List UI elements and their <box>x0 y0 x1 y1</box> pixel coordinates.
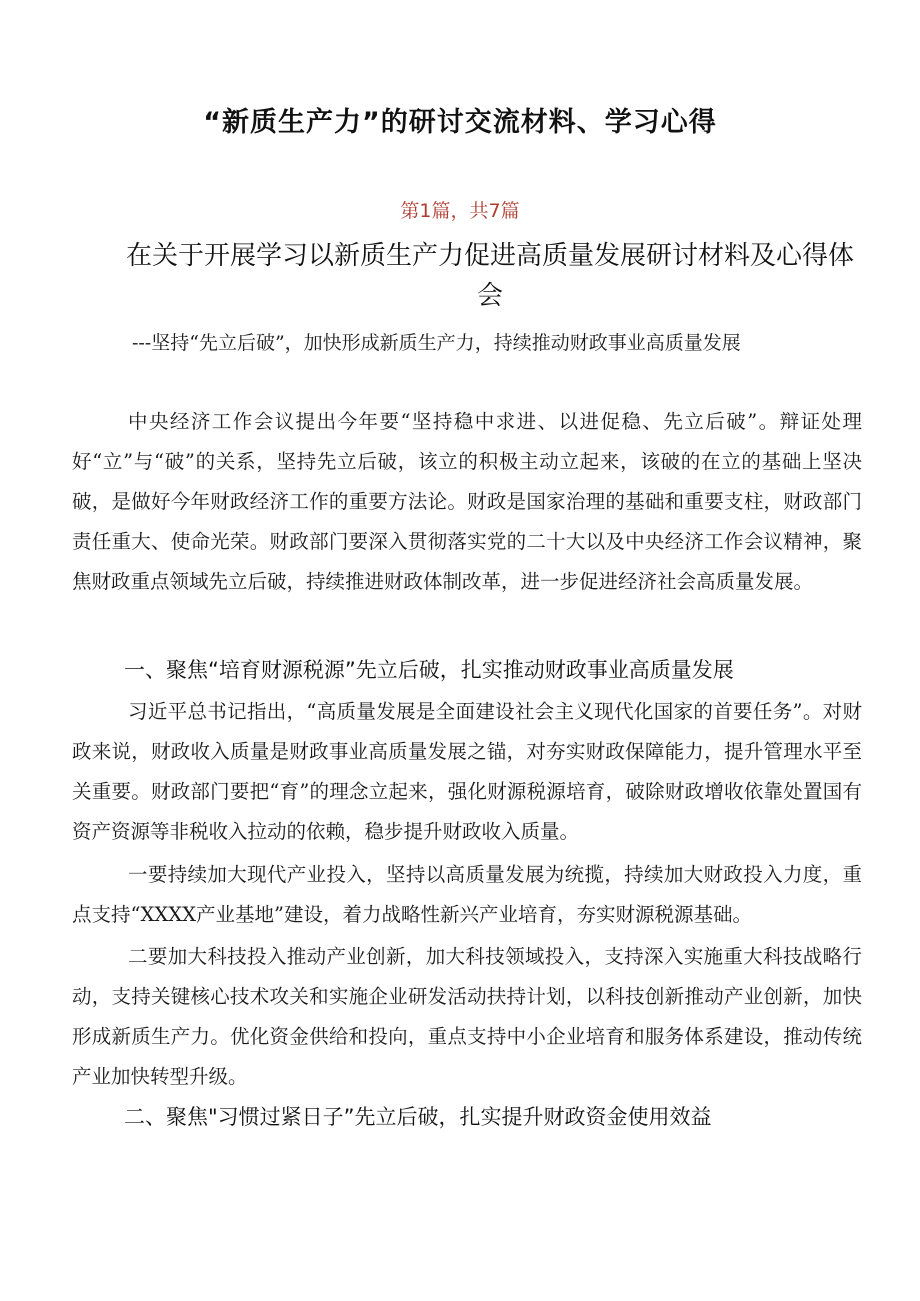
section-heading-1: 一、聚焦“培育财源税源”先立后破，扎实推动财政事业高质量发展 <box>124 658 734 682</box>
article-subtitle: ---坚持“先立后破”，加快形成新质生产力，持续推动财政事业高质量发展 <box>132 332 741 354</box>
paragraph-intro: 中央经济工作会议提出今年要“坚持稳中求进、以进促稳、先立后破”。辩证处理好“立”与“破”的关系，坚持先立后破，该立的积极主动立起来，该破的在立的基础上坚决破，是做好今年财政经济工作的重要方法论。财政是国家治理的基础和重要支柱，财政部门责任重大、使命光荣。财政部门要深入贯彻落实党的二十大以及中央经济工作会议精神，聚焦财政重点领域先立后破，持续推进财政体制改革，进一步促进经济社会高质量发展。 <box>72 410 862 593</box>
part-indicator: 第1篇，共7篇 <box>400 200 520 222</box>
section-heading-2: 二、聚焦"习惯过紧日子”先立后破，扎实提升财政资金使用效益 <box>124 1105 712 1129</box>
document-title: “新质生产力”的研讨交流材料、学习心得 <box>203 107 717 138</box>
article-title: 在关于开展学习以新质生产力促进高质量发展研讨材料及心得体会 <box>125 241 854 311</box>
paragraph-section1-1: 习近平总书记指出，“高质量发展是全面建设社会主义现代化国家的首要任务”。对财政来说，财政收入质量是财政事业高质量发展之锚，对夯实财政保障能力，提升管理水平至关重要。财政部门要把“育”的理念立起来，强化财源税源培育，破除财政增收依靠处置国有资产资源等非税收入拉动的依赖，稳步提升财政收入质量。 <box>72 700 862 843</box>
paragraph-section1-2: 一要持续加大现代产业投入，坚持以高质量发展为统揽，持续加大财政投入力度，重点支持“XXXX产业基地”建设，着力战略性新兴产业培育，夯实财源税源基础。 <box>72 863 862 926</box>
paragraph-section1-3: 二要加大科技投入推动产业创新，加大科技领域投入，支持深入实施重大科技战略行动，支持关键核心技术攻关和实施企业研发活动扶持计划，以科技创新推动产业创新，加快形成新质生产力。优化资金供给和投向，重点支持中小企业培育和服务体系建设，推动传统产业加快转型升级。 <box>72 945 862 1088</box>
